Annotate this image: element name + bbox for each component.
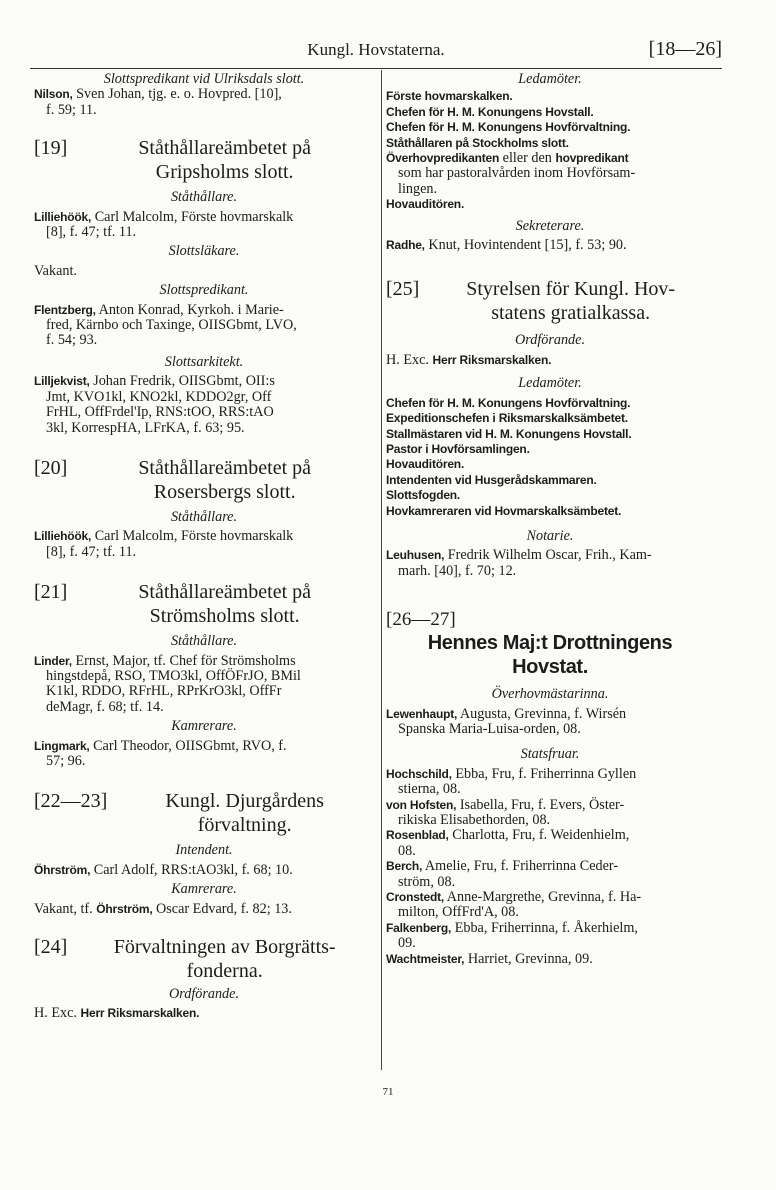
section-number: [26—27] (386, 609, 456, 631)
surname: von Hofsten, (386, 797, 457, 812)
entry-text: Ebba, Friherrinna, f. Åkerhielm, (451, 919, 638, 936)
subheading: Kamrerare. (171, 718, 237, 735)
surname: Lilliehöök, (34, 529, 92, 544)
surname: Nilson, (34, 87, 73, 102)
section-title: Rosersbergs slott. (153, 480, 296, 503)
entry-text: Carl Malcolm, Förste hovmarskalk (91, 208, 294, 225)
person-entry (34, 863, 374, 878)
subheading: Ståthållare. (170, 508, 238, 525)
entry-text: 57; 96. (46, 752, 86, 769)
office-name: Slottsfogden. (386, 488, 461, 503)
entry-text: Amelie, Fru, f. Friherrinna Ceder- (422, 858, 619, 875)
person-entry (34, 902, 374, 917)
running-header (30, 38, 722, 66)
office-line (386, 442, 714, 457)
entry-text: [8], f. 47; tf. 11. (46, 543, 137, 560)
entry-text: marh. [40], f. 70; 12. (398, 562, 517, 579)
person-entry (34, 374, 374, 436)
section-heading-22-23 (34, 789, 374, 837)
entry-text: hingstdepå, RSO, TMO3kl, OffÖFrJO, BMil (46, 667, 301, 684)
entry-text: rikiska Elisabethorden, 08. (398, 812, 551, 828)
entry-text: ström, 08. (398, 873, 456, 890)
office-line (386, 457, 714, 472)
entry-text: Harriet, Grevinna, 09. (464, 950, 593, 967)
section-number: [19] (34, 137, 68, 160)
section-title: fonderna. (186, 960, 263, 982)
entry-text: Vakant, tf. (34, 900, 97, 917)
office-name: Hovkamreraren vid Hovmarskalksämbetet. (386, 503, 622, 518)
person-entry (34, 87, 374, 118)
section-title: förvaltning. (197, 814, 292, 837)
subheading: Statsfruar. (520, 746, 580, 763)
surname: Lingmark, (34, 738, 90, 753)
office-line (386, 427, 714, 442)
surname: Berch, (386, 859, 423, 874)
entry-text: Carl Adolf, RRS:tAO3kl, f. 68; 10. (90, 861, 293, 878)
person-entry (386, 707, 714, 738)
section-title: Strömsholms slott. (149, 605, 300, 628)
entry-text: Jmt, KVO1kl, KNO2kl, KDDO2gr, Off (46, 388, 272, 405)
surname: Öhrström, (96, 901, 153, 916)
subheading: Ståthållare. (170, 189, 238, 206)
entry-text: Knut, Hovintendent [15], f. 53; 90. (424, 237, 627, 254)
entry-text: Carl Theodor, OIISGbmt, RVO, f. (89, 737, 287, 754)
entry-text: lingen. (398, 180, 438, 197)
section-title: Ståthållareämbetet på (138, 137, 312, 160)
person-entry (34, 1006, 374, 1021)
right-column (386, 72, 714, 967)
office-name: Expeditionschefen i Riksmarskalksämbetet. (386, 411, 628, 426)
office-line (386, 473, 714, 488)
surname: Falkenberg, (386, 920, 452, 935)
entry-text: deMagr, f. 68; tf. 14. (46, 698, 164, 715)
surname: Lilljekvist, (34, 374, 90, 389)
subheading: Slottsarkitekt. (164, 353, 244, 370)
office-name: Hovauditören. (386, 457, 465, 472)
subheading: Ledamöter. (518, 71, 582, 87)
entry-text: 09. (398, 935, 416, 952)
office-name: Chefen för H. M. Konungens Hovförvaltning. (386, 395, 631, 410)
header-rule (30, 68, 722, 69)
subheading: Ledamöter. (518, 375, 582, 392)
section-heading-21 (34, 580, 374, 628)
entry-text: K1kl, RDDO, RFrHL, RPrKrO3kl, OffFr (46, 683, 282, 700)
entry-text: Anton Konrad, Kyrkoh. i Marie- (95, 301, 284, 318)
column-divider (381, 70, 382, 1070)
entry-text: Carl Malcolm, Förste hovmarskalk (91, 528, 294, 545)
surname: Rosenblad, (386, 828, 449, 843)
person-entry (386, 859, 714, 890)
entry-text: [8], f. 47; tf. 11. (46, 224, 137, 241)
surname: Wachtmeister, (386, 951, 465, 966)
section-title: Hennes Maj:t Drottningens (427, 632, 673, 655)
office-line (386, 89, 714, 104)
entry-text: Isabella, Fru, f. Evers, Öster- (456, 796, 625, 813)
subheading: Ordförande. (514, 332, 586, 349)
section-number: [24] (34, 936, 68, 958)
entry-text: Johan Fredrik, OIISGbmt, OII:s (89, 373, 275, 390)
office-line (386, 105, 714, 120)
person-entry (386, 548, 714, 579)
section-title: Styrelsen för Kungl. Hov- (466, 278, 676, 301)
person-entry (34, 654, 374, 716)
entry-text: som har pastoralvården inom Hovförsam- (398, 165, 636, 182)
person-entry (34, 210, 374, 241)
page-number: 71 (382, 1086, 394, 1098)
office-line (386, 396, 714, 411)
person-entry (386, 238, 714, 253)
entry-text: Fredrik Wilhelm Oscar, Frih., Kam- (444, 547, 652, 564)
section-title: Ståthållareämbetet på (138, 581, 312, 604)
title-name: Herr Riksmarskalken. (80, 1006, 200, 1021)
section-title: Ståthållareämbetet på (138, 456, 312, 479)
surname: Flentzberg, (34, 302, 96, 317)
entry-text: milton, OffFrd'A, 08. (398, 904, 519, 921)
entry-text: Oscar Edvard, f. 82; 13. (152, 900, 292, 917)
subheading: Slottsläkare. (168, 243, 240, 260)
office-name: Överhovpredikanten (386, 151, 500, 166)
person-entry (386, 353, 714, 368)
section-heading-25 (386, 277, 714, 325)
person-entry (386, 828, 714, 859)
entry-text: Spanska Maria-Luisa-orden, 08. (398, 720, 581, 737)
entry-text: fred, Kärnbo och Taxinge, OIISGbmt, LVO, (46, 317, 297, 334)
entry-text: H. Exc. (34, 1005, 81, 1022)
entry-text: H. Exc. (386, 351, 433, 368)
header-title: Kungl. Hovstaterna. (307, 40, 445, 59)
entry-text: Sven Johan, tjg. e. o. Hovpred. [10], (72, 86, 282, 103)
subheading: Överhovmästarinna. (491, 686, 609, 703)
office-name: Hovauditören. (386, 197, 465, 212)
office-name: Ståthållaren på Stockholms slott. (386, 135, 569, 150)
section-title: Hovstat. (512, 656, 588, 679)
section-heading-20 (34, 456, 374, 504)
person-entry (34, 303, 374, 349)
section-title: statens gratialkassa. (491, 302, 651, 325)
office-name: Chefen för H. M. Konungens Hovstall. (386, 104, 594, 119)
office-name: Pastor i Hovförsamlingen. (386, 441, 530, 456)
surname: Lilliehöök, (34, 209, 92, 224)
subheading: Notarie. (526, 527, 574, 544)
office-line (386, 151, 714, 197)
section-title: Gripsholms slott. (155, 161, 294, 184)
header-section-range: [18—26] (648, 38, 722, 60)
subheading: Slottspredikant. (159, 282, 249, 299)
entry-text: FrHL, OffFrdel'Ip, RNS:tOO, RRS:tAO (46, 404, 274, 421)
subheading: Sekreterare. (515, 217, 585, 234)
section-heading-19 (34, 136, 374, 184)
section-number: [22—23] (34, 790, 108, 813)
person-entry (34, 529, 374, 560)
entry-text: f. 54; 93. (46, 332, 98, 349)
section-heading-24 (34, 935, 374, 983)
entry-text: Ebba, Fru, f. Friherrinna Gyllen (451, 765, 637, 782)
vacancy-text: Vakant. (34, 262, 77, 279)
entry-text: eller den (499, 150, 556, 167)
entry-text: 3kl, KorrespHA, LFrKA, f. 63; 95. (46, 419, 245, 436)
office-line (386, 197, 714, 212)
surname: Leuhusen, (386, 548, 445, 563)
entry-text: Charlotta, Fru, f. Weidenhielm, (448, 827, 630, 844)
section-title: Förvaltningen av Borgrätts- (113, 936, 336, 958)
title-name: Herr Riksmarskalken. (432, 352, 552, 367)
surname: Cronstedt, (386, 890, 445, 905)
entry-text: Augusta, Grevinna, f. Wirsén (457, 705, 627, 722)
office-name: Intendenten vid Husgerådskammaren. (386, 472, 597, 487)
subheading: Ståthållare. (170, 633, 238, 650)
office-name: Förste hovmarskalken. (386, 89, 513, 104)
surname: Lewenhaupt, (386, 706, 458, 721)
section-title: Kungl. Djurgårdens (165, 790, 324, 813)
office-name: Stallmästaren vid H. M. Konungens Hovstall. (386, 426, 632, 441)
entry-text: Anne-Margrethe, Grevinna, f. Ha- (444, 889, 642, 906)
entry-text: Ernst, Major, tf. Chef för Strömsholms (71, 652, 296, 669)
person-entry (386, 921, 714, 952)
left-column (34, 72, 374, 1022)
surname: Radhe, (386, 238, 425, 253)
person-entry (386, 890, 714, 921)
entry-text: stierna, 08. (398, 781, 461, 798)
entry-text: 08. (398, 842, 416, 859)
subheading: Ordförande. (168, 986, 240, 1002)
subheading: Slottspredikant vid Ulriksdals slott. (103, 71, 305, 87)
subheading: Kamrerare. (171, 881, 237, 898)
subheading: Intendent. (175, 842, 233, 859)
office-line (386, 120, 714, 135)
section-number: [25] (386, 278, 420, 301)
person-entry (386, 798, 714, 829)
surname: Hochschild, (386, 766, 452, 781)
office-line (386, 488, 714, 503)
section-number: [20] (34, 456, 68, 479)
entry-text: f. 59; 11. (46, 101, 97, 118)
office-line (386, 136, 714, 151)
office-name: Chefen för H. M. Konungens Hovförvaltning. (386, 120, 631, 135)
office-line (386, 411, 714, 426)
surname: Öhrström, (34, 862, 91, 877)
office-name: hovpredikant (555, 151, 629, 166)
person-entry (386, 767, 714, 798)
section-number: [21] (34, 581, 68, 604)
surname: Linder, (34, 653, 72, 668)
person-entry (386, 952, 714, 967)
person-entry (34, 739, 374, 770)
office-line (386, 504, 714, 519)
